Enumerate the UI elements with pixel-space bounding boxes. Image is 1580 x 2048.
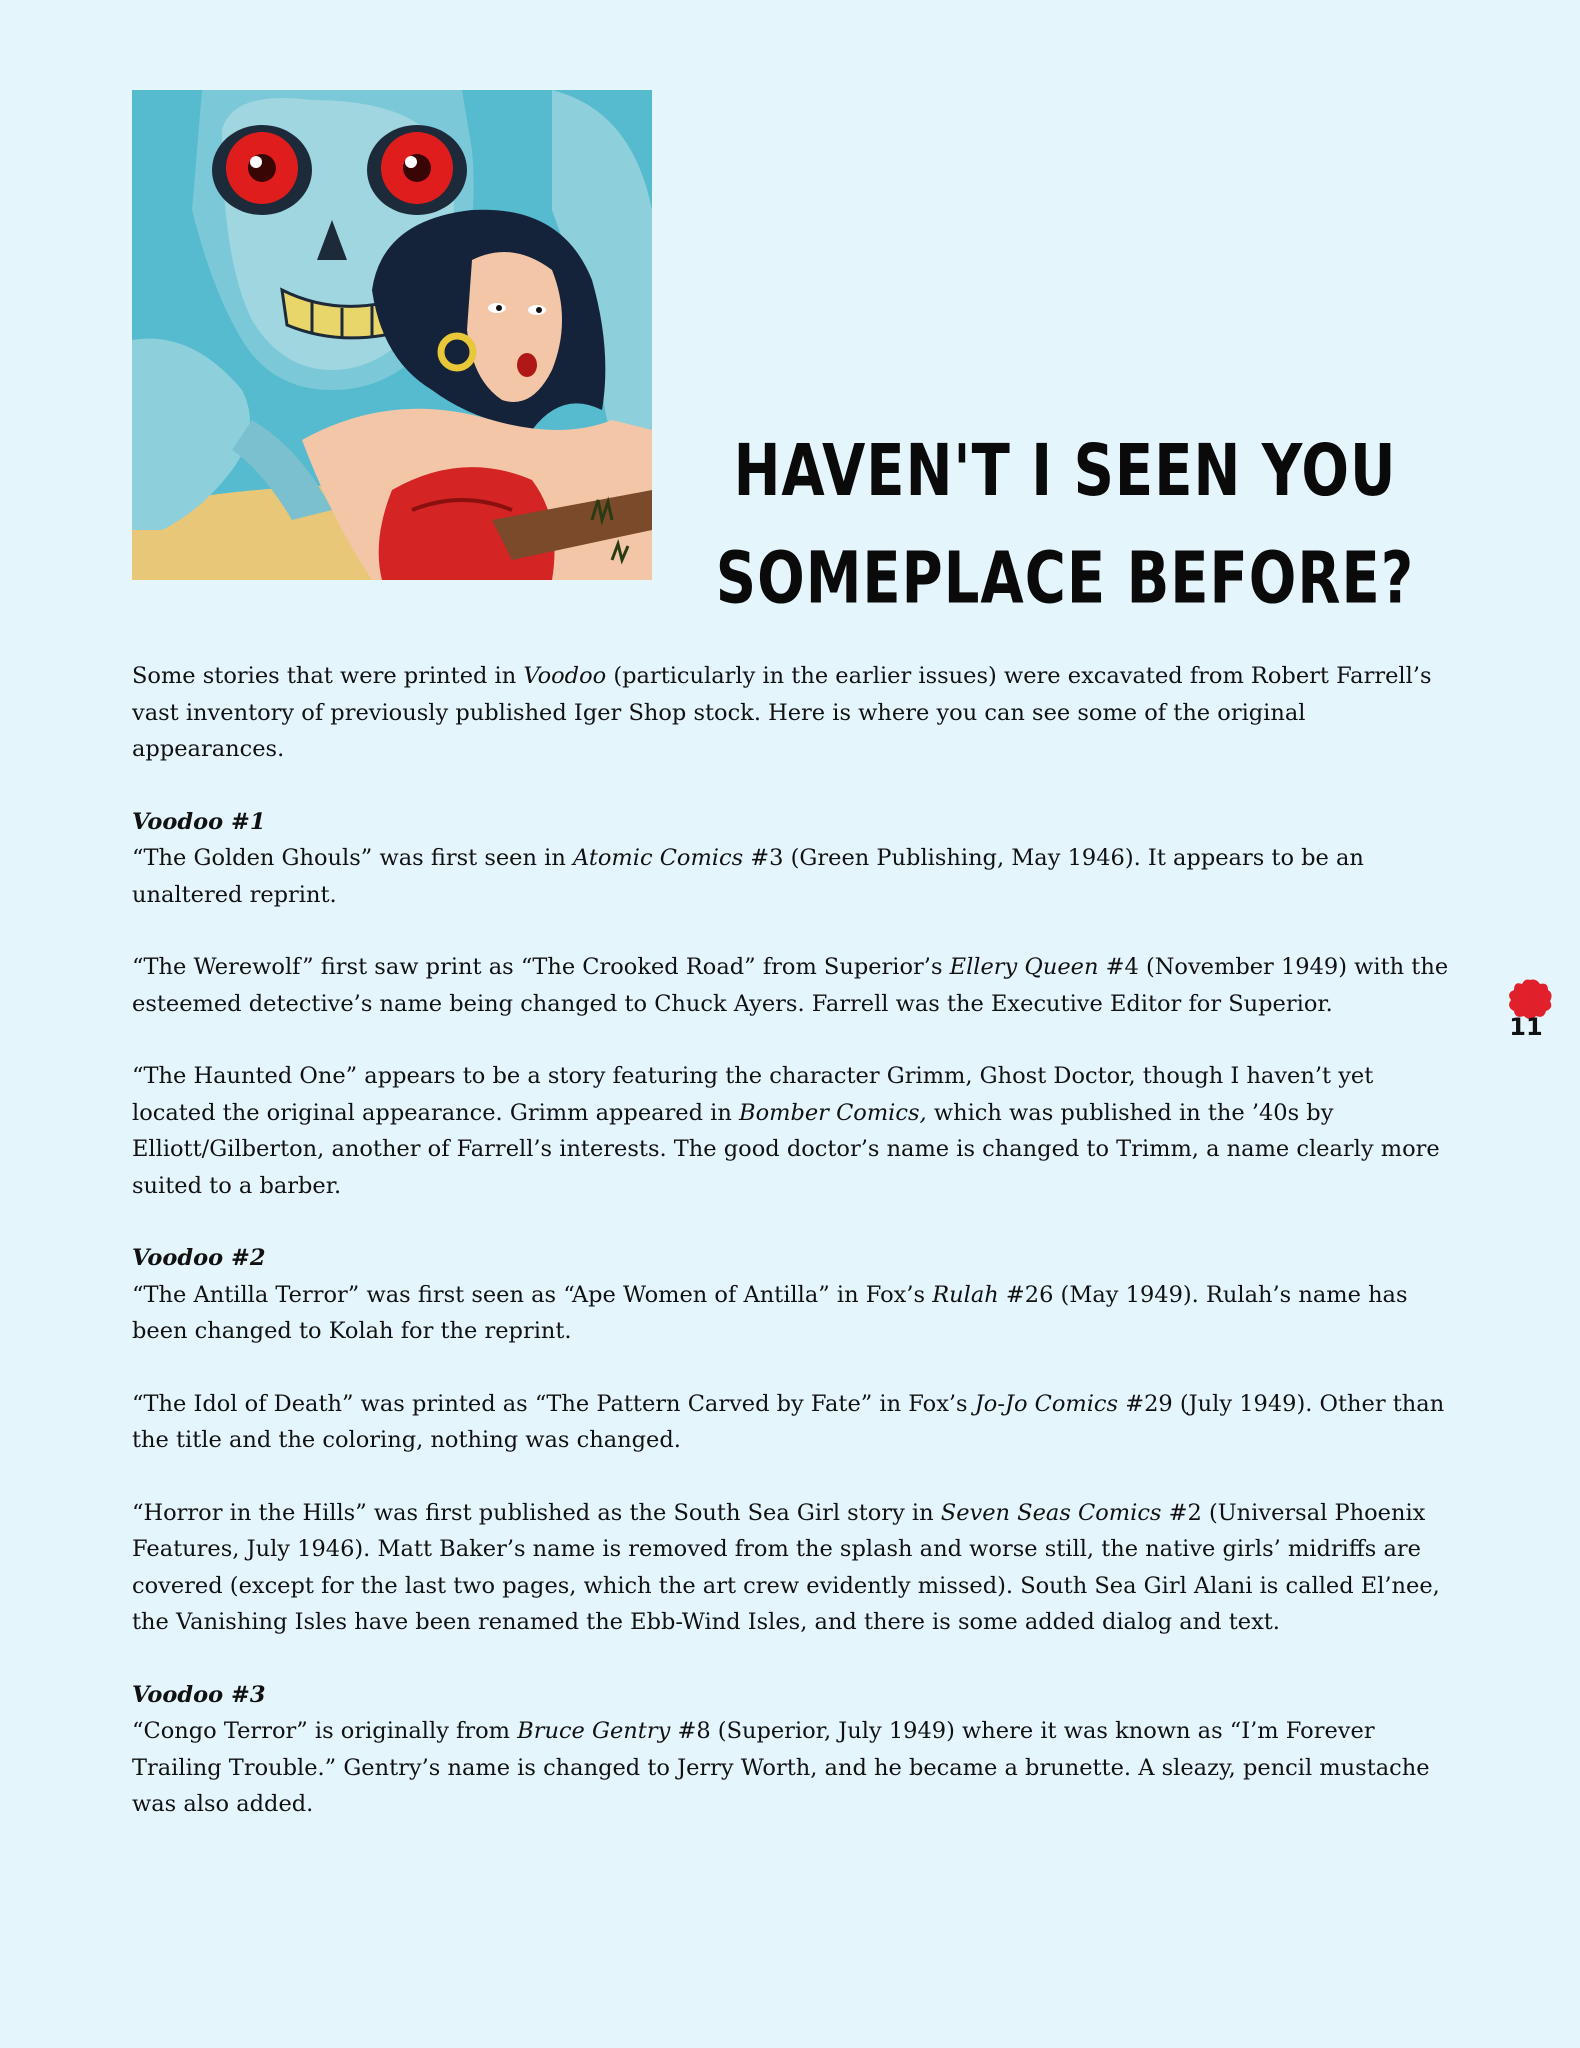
title-line-1: HAVEN'T I SEEN YOU [733, 429, 1397, 513]
issue-1-para-3: “The Haunted One” appears to be a story featuring the character Grimm, Ghost Doctor, though I haven’t yet located the original appearance. Grimm appeared in Bomber Comics, which was published in the ’40s by Elliott/Gilberton, another of Farrell’s interests. The good doctor’s name is changed to Trimm, a name clearly more suited to a barber. [132, 1063, 1440, 1199]
issue-1-para-1: Voodoo #1 “The Golden Ghouls” was first seen in Atomic Comics #3 (Green Publishing, May 1946). It appears to be an unaltered reprint. [132, 804, 1452, 914]
issue-2-para-1: Voodoo #2 “The Antilla Terror” was first seen as “Ape Women of Antilla” in Fox’s Rulah #26 (May 1949). Rulah’s name has been changed to Kolah for the reprint. [132, 1240, 1452, 1350]
issue-3-para-1: Voodoo #3 “Congo Terror” is originally from Bruce Gentry #8 (Superior, July 1949) where it was known as “I’m Forever Trailing Trouble.” Gentry’s name is changed to Jerry Worth, and he became a brunette. A sleazy, pencil mustache was also added. [132, 1677, 1452, 1823]
issue-2-para-3: “Horror in the Hills” was first published as the South Sea Girl story in Seven Seas Comics #2 (Universal Phoenix Features, July 1946). Matt Baker’s name is removed from the splash and worse still, the native girls’ midriffs are covered (except for the last two pages, which the art crew evidently missed). South Sea Girl Alani is called El’nee, the Vanishing Isles have been renamed the Ebb-Wind Isles, and there is some added dialog and text. [132, 1499, 1440, 1635]
issue-2-heading: Voodoo #2 [132, 1245, 266, 1271]
page-number: 11 [1509, 1013, 1543, 1041]
publication-title: Voodoo [523, 663, 607, 689]
comic-illustration [132, 90, 652, 580]
issue-1-heading: Voodoo #1 [132, 808, 266, 835]
issue-2-para-2: “The Idol of Death” was printed as “The Pattern Carved by Fate” in Fox’s Jo-Jo Comics #29 (July 1949). Other than the title and the coloring, nothing was changed. [132, 1390, 1445, 1453]
intro-paragraph: Some stories that were printed in Voodoo (particularly in the earlier issues) were excavated from Robert Farrell’s vast inventory of previously published Iger Shop stock. Here is where you can see some of the original appearances. [132, 663, 1432, 762]
page-title [700, 418, 1430, 633]
article-body [132, 658, 1452, 1859]
issue-1-para-2: “The Werewolf” first saw print as “The Crooked Road” from Superior’s Ellery Queen #4 (November 1949) with the esteemed detective’s name being changed to Chuck Ayers. Farrell was the Executive Editor for Superior. [132, 954, 1449, 1017]
issue-3-heading: Voodoo #3 [132, 1681, 266, 1708]
title-line-2: SOMEPLACE BEFORE? [715, 537, 1415, 621]
